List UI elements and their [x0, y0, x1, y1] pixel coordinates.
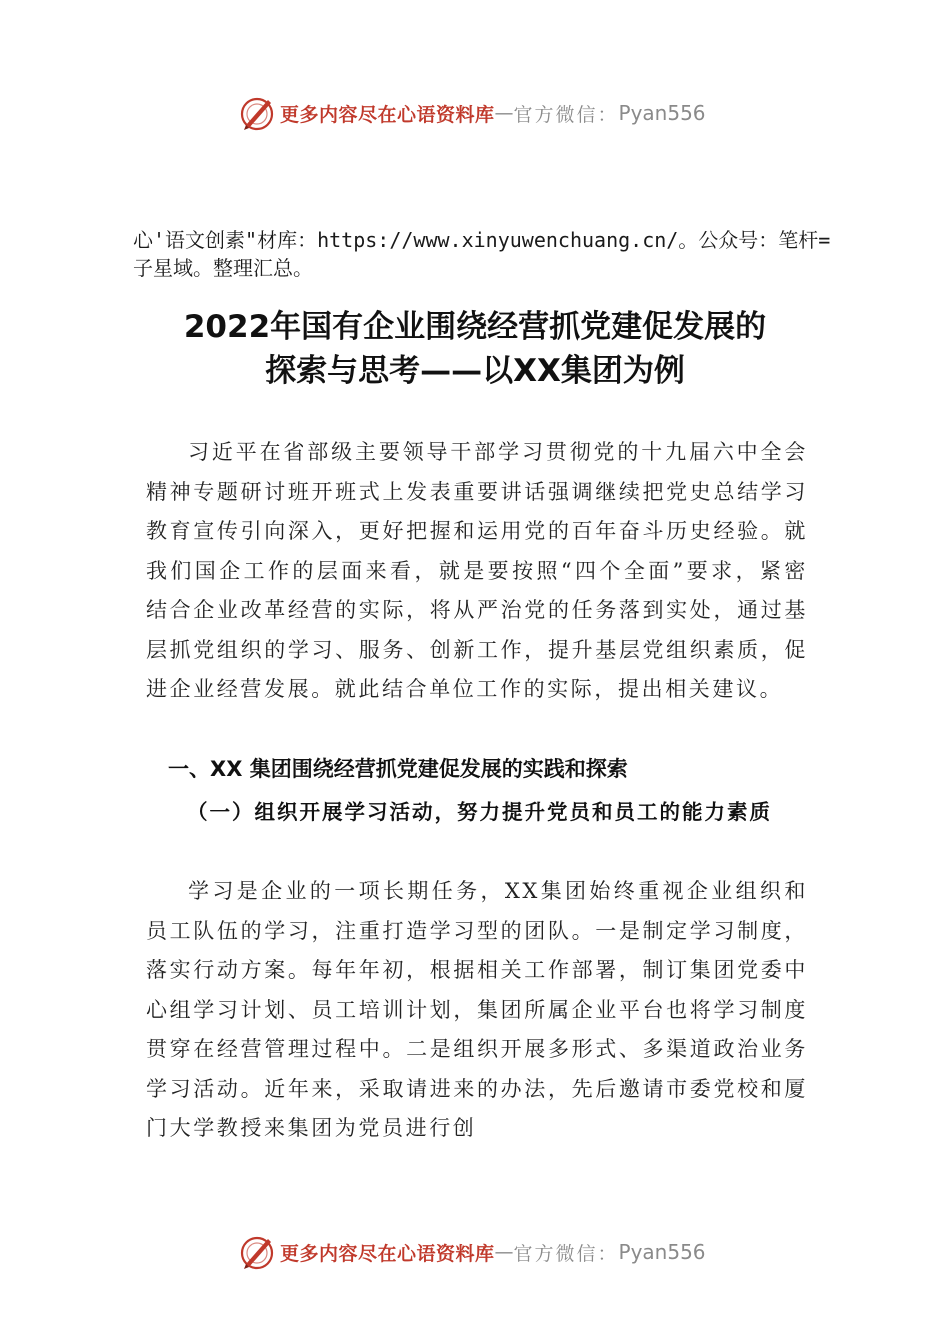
source-note: 心'语文创素"材库：https://www.xinyuwenchuang.cn/。公众号：笔杆=子星域。整理汇总。	[133, 228, 831, 280]
wechat-id: Pyan556	[618, 101, 706, 125]
banner-separator: —	[494, 1241, 514, 1263]
title-line-1: 2022年国有企业围绕经营抓党建促发展的	[183, 309, 767, 345]
footer-banner	[238, 1232, 706, 1272]
brand-text: 更多内容尽在心语资料库	[280, 103, 495, 126]
pen-logo-icon	[238, 94, 276, 132]
subsection-heading: （一）组织开展学习活动，努力提升党员和员工的能力素质	[187, 800, 772, 824]
intro-paragraph: 习近平在省部级主要领导干部学习贯彻党的十九届六中全会精神专题研讨班开班式上发表重要讲话强调继续把党史总结学习教育宣传引向深入，更好把握和运用党的百年奋斗历史经验。就我们国企工作的层面来看，就是要按照“四个全面”要求，紧密结合企业改革经营的实际，将从严治党的任务落到实处，通过基层抓党组织的学习、服务、创新工作，提升基层党组织素质，促进企业经营发展。就此结合单位工作的实际，提出相关建议。	[146, 440, 808, 701]
document-title	[120, 305, 830, 393]
title-line-2: 探索与思考——以XX集团为例	[265, 353, 685, 389]
header-banner	[238, 93, 706, 133]
pen-logo-icon	[238, 1233, 276, 1271]
section-heading: 一、XX 集团围绕经营抓党建促发展的实践和探索	[168, 757, 628, 781]
body-paragraph: 学习是企业的一项长期任务，XX集团始终重视企业组织和员工队伍的学习，注重打造学习型的团队。一是制定学习制度，落实行动方案。每年年初，根据相关工作部署，制订集团党委中心组学习计划、员工培训计划，集团所属企业平台也将学习制度贯穿在经营管理过程中。二是组织开展多形式、多渠道政治业务学习活动。近年来，采取请进来的办法，先后邀请市委党校和厦门大学教授来集团为党员进行创	[146, 879, 808, 1140]
wechat-id: Pyan556	[618, 1240, 706, 1264]
wechat-label: 官方微信：	[513, 103, 619, 126]
wechat-label: 官方微信：	[513, 1242, 619, 1265]
brand-text: 更多内容尽在心语资料库	[280, 1242, 495, 1265]
banner-separator: —	[494, 102, 514, 124]
